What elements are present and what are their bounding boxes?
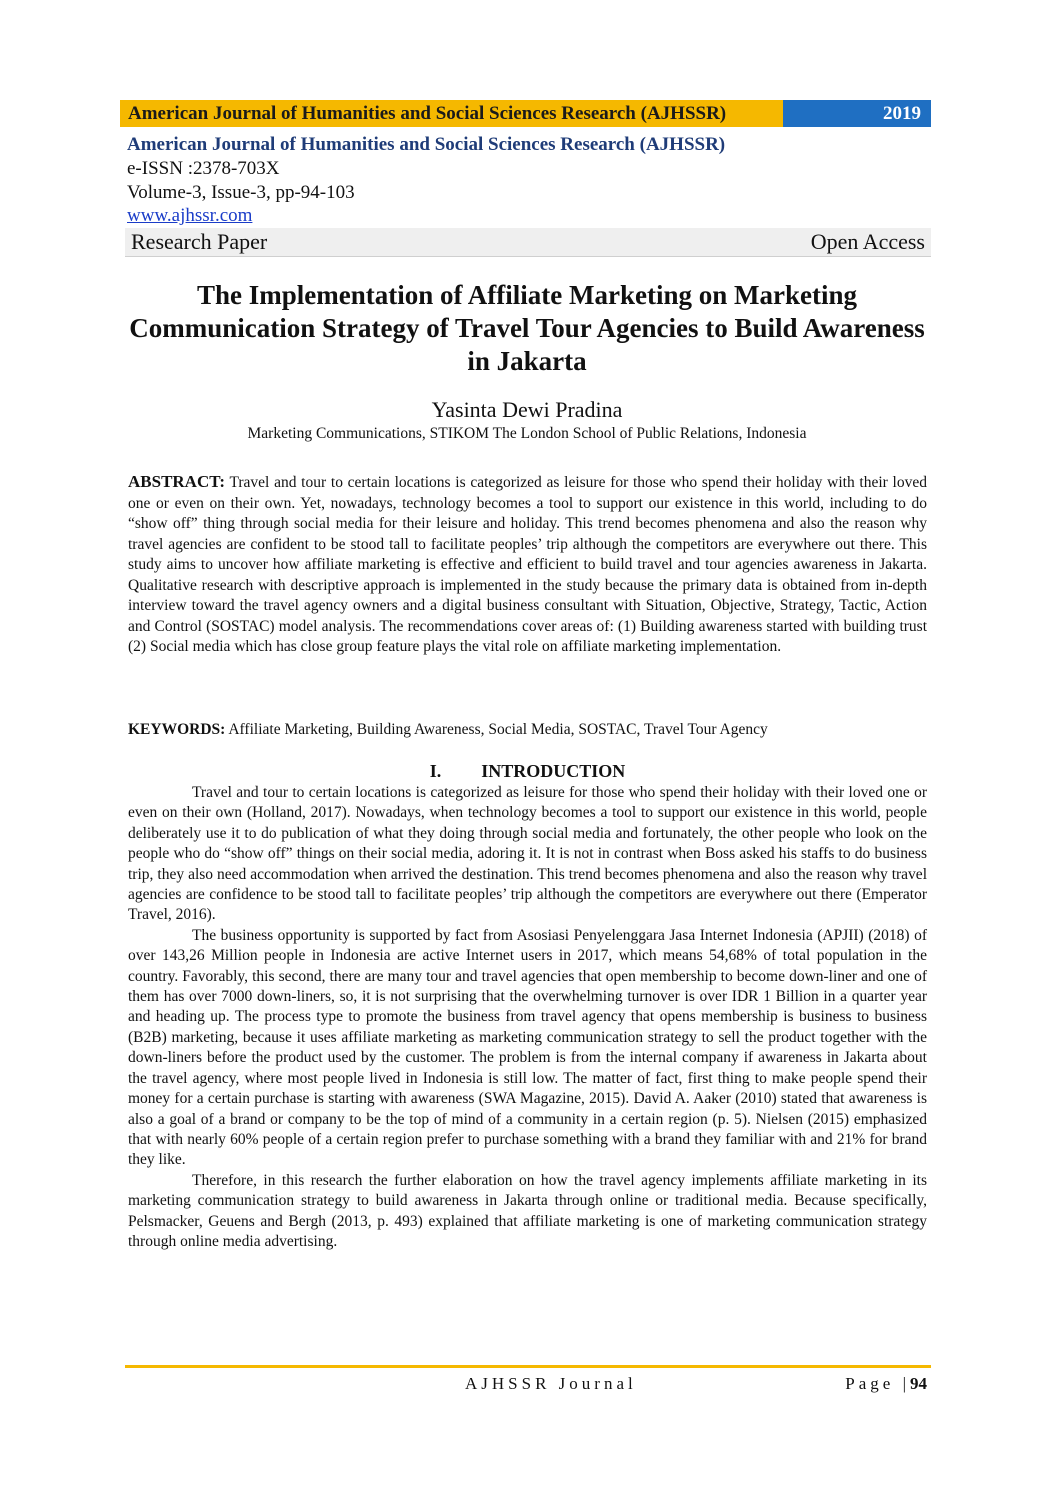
keywords: [128, 720, 927, 740]
keywords-text: Affiliate Marketing, Building Awareness, Social Media, SOSTAC, Travel Tour Agency: [225, 721, 768, 738]
paper-title: The Implementation of Affiliate Marketing on Marketing Communication Strategy of Travel Tour Agencies to Build Awareness in Jakarta: [129, 280, 925, 376]
abstract-text: Travel and tour to certain locations is categorized as leisure for those who spend their holiday with their loved one or even on their own. Yet, nowadays, technology becomes a tool to support our existence in this world, including to do “show off” thing through social media for their leisure and holiday. This trend becomes phenomena and also the reason why travel agencies are confident to be stood tall to facilitate peoples’ trip although the competitors are everywhere out there. This study aims to uncover how affiliate marketing is effective and efficient to build travel and tour agencies awareness in Jakarta. Qualitative research with descriptive approach is implemented in the study because the primary data is obtained from in-depth interview toward the travel agency owners and a digital business consultant with Situation, Objective, Strategy, Tactic, Action and Control (SOSTAC) model analysis. The recommendations cover areas of: (1) Building awareness started with building trust (2) Social media which has close group feature plays the vital role on affiliate marketing implementation.: [128, 474, 927, 655]
footer-journal: AJHSSR Journal: [465, 1374, 637, 1393]
journal-header-title: American Journal of Humanities and Social Sciences Research (AJHSSR): [120, 100, 783, 127]
paper-type-label: Research Paper: [131, 229, 268, 254]
footer-rule: [125, 1365, 931, 1368]
paper-type-bar: [125, 228, 931, 257]
introduction-body: [128, 783, 927, 1252]
paragraph: Travel and tour to certain locations is categorized as leisure for those who spend their holiday with their loved one or even on their own (Holland, 2017). Nowadays, when technology becomes a tool to support our existence in this world, people deliberately use it to do publication of what they doing through social media and fortunately, the other people who look on the people who do “show off” things on their social media, adoring it. It is not in contrast when Boss asked his staffs to do business trip, they also need accommodation when arrived the destination. This trend becomes phenomena and also the reason why travel agencies are confidence to be stood tall to facilitate peoples’ trip although the competitors are everywhere out there (Emperator Travel, 2016).: [128, 784, 927, 924]
abstract-label: ABSTRACT:: [128, 472, 225, 491]
access-type-label: Open Access: [810, 229, 925, 254]
section-heading: [128, 761, 927, 782]
author-name: Yasinta Dewi Pradina: [431, 397, 623, 422]
abstract: [128, 472, 927, 658]
footer-page: [845, 1374, 927, 1394]
journal-header-year: 2019: [783, 100, 931, 127]
volume-info: Volume-3, Issue-3, pp-94-103: [127, 182, 355, 203]
paragraph: The business opportunity is supported by fact from Asosiasi Penyelenggara Jasa Internet Indonesia (APJII) (2018) of over 143,26 Million people in Indonesia are active Internet users in 2017, which means 54,68% of total population in the country. Favorably, this second, there are many tour and travel agencies that open membership to become down-liner and one of them has over 7000 down-liners, so, it is not surprising that the overwhelming turnover is over IDR 1 Billion in a quarter year and heading up. The process type to promote the business from travel agency that opens membership is business to business (B2B) marketing, because it uses affiliate marketing as marketing communication strategy to sell the product together with the down-liners before the product used by the customer. The problem is from the internal company if awareness in Jakarta about the travel agency, where most people lived in Indonesia is still low. The matter of fact, first thing to make people spend their money for a certain purchase is starting with awareness (SWA Magazine, 2015). David A. Aaker (2010) stated that awareness is also a goal of a brand or company to be the top of mind of a community in a certain region (p. 5). Nielsen (2015) emphasized that with nearly 60% people of a certain region prefer to purchase something with a brand they familiar with and 21% for brand they like.: [128, 926, 927, 1169]
page-label: Page |: [845, 1374, 910, 1393]
journal-name: American Journal of Humanities and Social Sciences Research (AJHSSR): [127, 134, 726, 155]
issn: e-ISSN :2378-703X: [127, 158, 280, 179]
keywords-label: KEYWORDS:: [128, 721, 226, 738]
page-number: 94: [910, 1374, 927, 1393]
journal-header-bar: [120, 100, 931, 127]
section-title: INTRODUCTION: [481, 761, 626, 781]
journal-meta: [127, 133, 927, 227]
section-number: I.: [429, 761, 442, 781]
author-affiliation: Marketing Communications, STIKOM The London School of Public Relations, Indonesia: [247, 425, 807, 442]
paragraph: Therefore, in this research the further elaboration on how the travel agency implements affiliate marketing in its marketing communication strategy to build awareness in Jakarta through online or traditional media. Because specifically, Pelsmacker, Geuens and Bergh (2013, p. 493) explained that affiliate marketing is one of marketing communication strategy through online media advertising.: [128, 1171, 927, 1250]
journal-website-link[interactable]: www.ajhssr.com: [127, 205, 253, 226]
